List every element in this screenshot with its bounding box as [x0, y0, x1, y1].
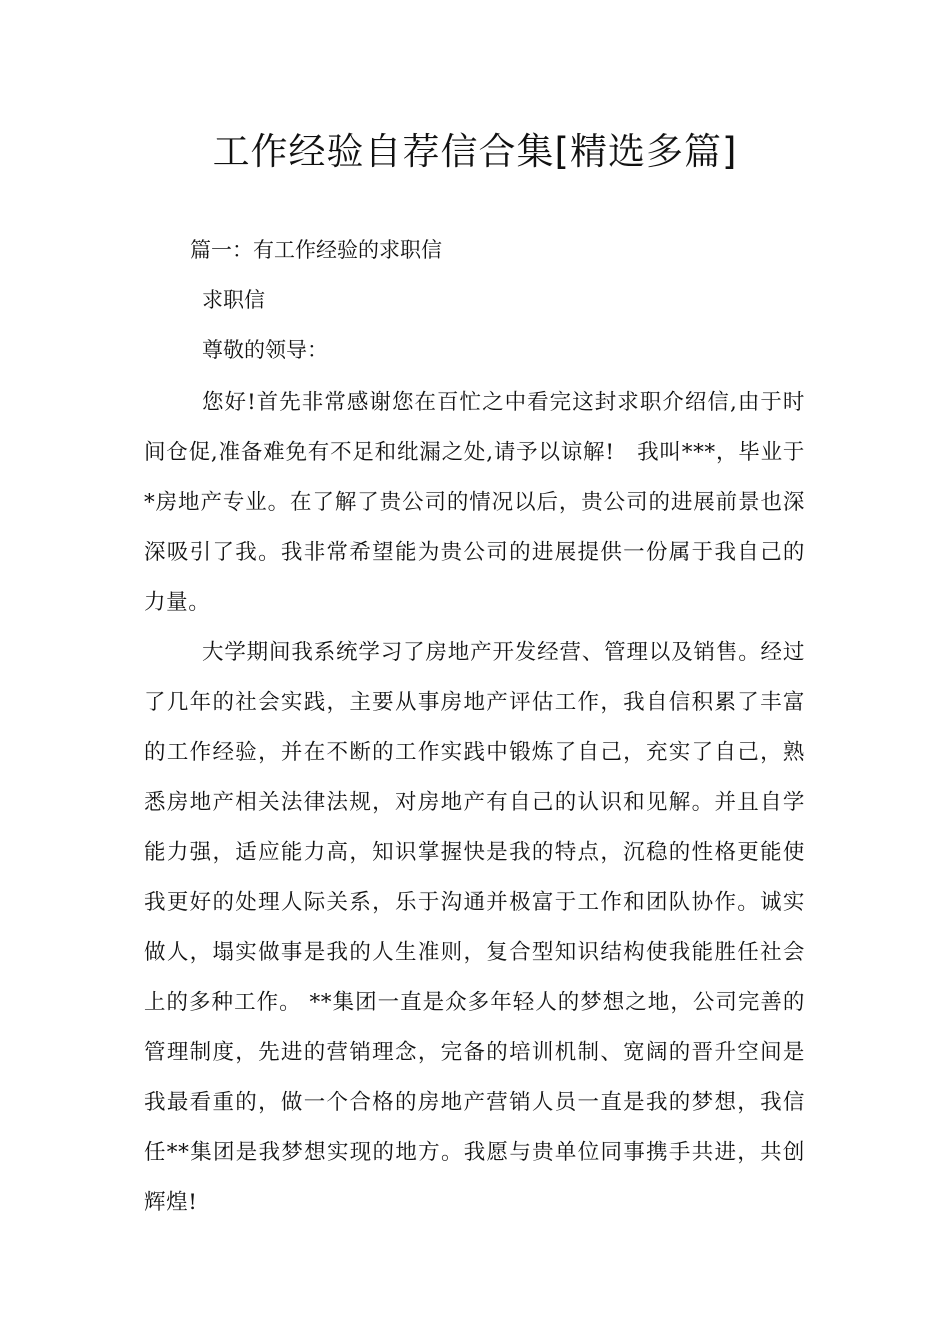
letter-title: 求职信	[202, 288, 265, 312]
body-paragraph-2: 大学期间我系统学习了房地产开发经营、管理以及销售。经过了几年的社会实践，主要从事房地产评估工作，我自信积累了丰富的工作经验，并在不断的工作实践中锻炼了自己，充实了自己，熟悉房地产相关法律法规，对房地产有自己的认识和见解。并且自学能力强，适应能力高，知识掌握快是我的特点，沉稳的性格更能使我更好的处理人际关系，乐于沟通并极富于工作和团队协作。诚实做人，塌实做事是我的人生准则，复合型知识结构使我能胜任社会上的多种工作。 **集团一直是众多年轻人的梦想之地，公司完善的管理制度，先进的营销理念，完备的培训机制、宽阔的晋升空间是我最看重的，做一个合格的房地产营销人员一直是我的梦想，我信任**集团是我梦想实现的地方。我愿与贵单位同事携手共进，共创辉煌!	[144, 640, 805, 1215]
salutation: 尊敬的领导：	[202, 338, 328, 362]
section-heading: 篇一：有工作经验的求职信	[190, 238, 442, 262]
document-title: 工作经验自荐信合集[精选多篇]	[212, 130, 738, 173]
body-paragraph-1: 您好!首先非常感谢您在百忙之中看完这封求职介绍信,由于时间仓促,准备难免有不足和纰漏之处,请予以谅解! 我叫***，毕业于*房地产专业。在了解了贵公司的情况以后，贵公司的进展前景也深深吸引了我。我非常希望能为贵公司的进展提供一份属于我自己的力量。	[144, 390, 805, 615]
